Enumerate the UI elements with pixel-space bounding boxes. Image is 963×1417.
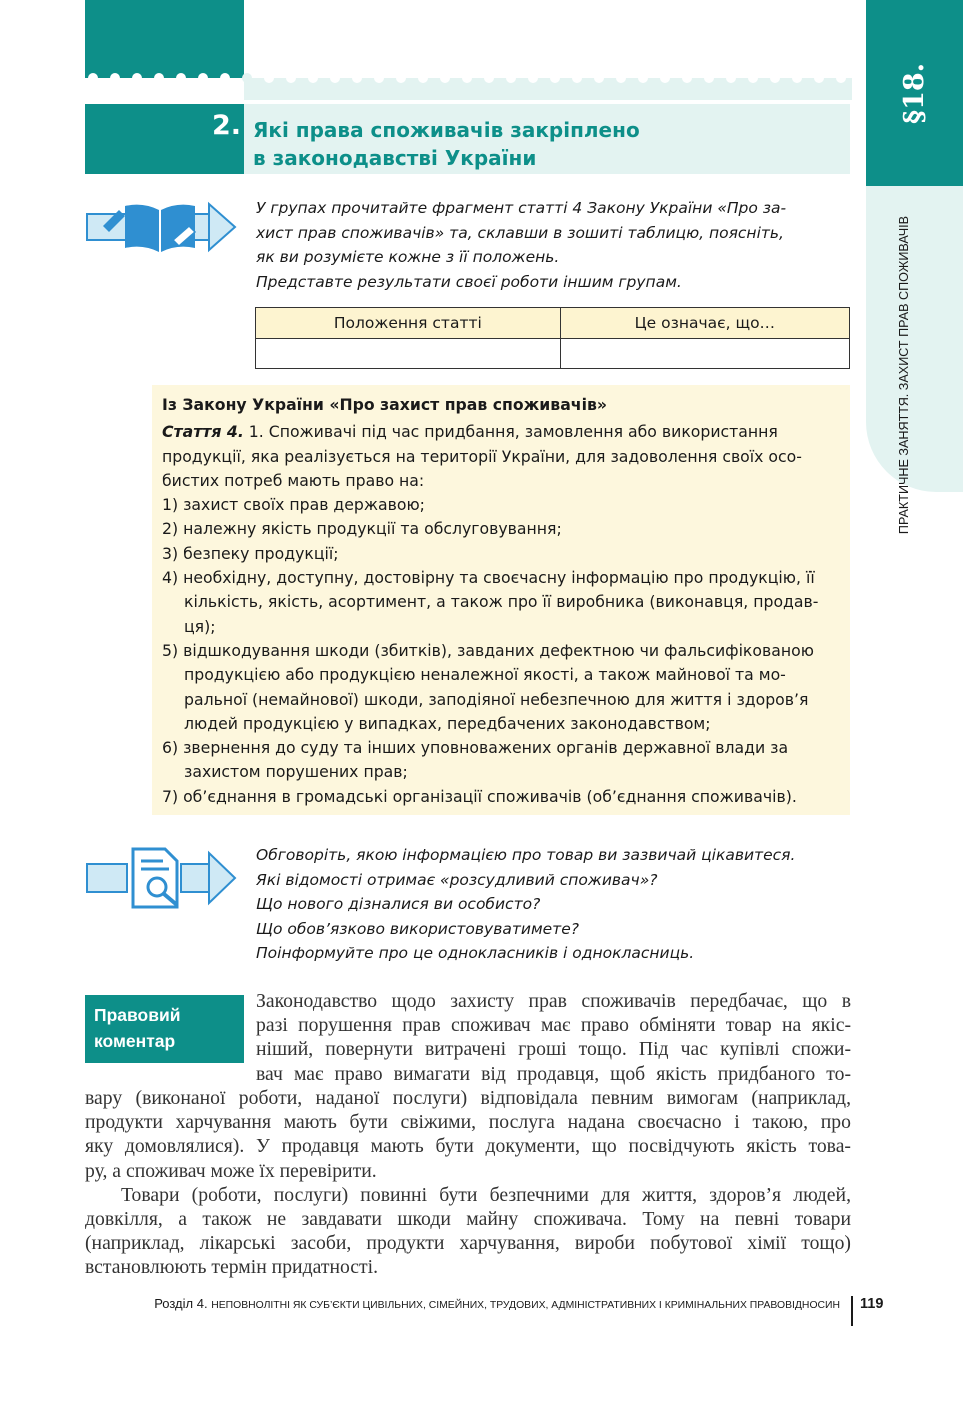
list-item: 5) відшкодування шкоди (збитків), завданих дефектною чи фальсифікованою — [162, 640, 814, 660]
table-header-cell: Це означає, що… — [560, 308, 849, 339]
list-item: 2) належну якість продукції та обслуговування; — [162, 519, 562, 539]
footer-divider — [851, 1296, 853, 1326]
table-row — [256, 338, 850, 369]
page-number: 119 — [860, 1296, 884, 1312]
list-item: 7) об’єднання в громадські організації споживачів (об’єднання споживачів). — [162, 786, 797, 806]
list-item: 6) звернення до суду та інших уповноважених органів державної влади за — [162, 738, 789, 758]
section-title: Які права споживачів закріплено в законодавстві України — [253, 118, 640, 170]
table-header-row — [256, 308, 850, 339]
law-title: Із Закону України «Про захист прав споживачів» — [162, 395, 608, 414]
table-cell — [256, 338, 561, 369]
task2-text: Обговоріть, якою інформацією про товар ви зазвичай цікавитеся. Які відомості отримає «розсудливий споживач»? Що нового дізналися ви особисто? Що обов’язково використовуватимете? Поінформуйте про це однокласників і однокласниць. — [256, 846, 796, 962]
legal-comment-label: Правовий коментар — [94, 1005, 181, 1051]
legal-comment-text: вару (виконаної роботи, наданої послуги) відповідала певним вимогам (наприклад, продукти харчування мають бути свіжими, послуга надана своєчасно і такою, про яку домовлялися). У продавця мають бути документи, що посвідчують якість това- ру, а споживач може їх перевірити. Товари (роботи, послуги) повинні бути безпечними для життя, здоров’я людей, довкілля, а також не завдавати шкоди майну споживача. Тому на певні товари (наприклад, лікарські засоби, продукти харчування, вироби побутової хімії тощо) встановлюють термін придатності. — [85, 1087, 851, 1279]
table-header-cell: Положення статті — [256, 308, 561, 339]
document-search-arrow-icon — [85, 845, 237, 911]
book-hands-arrow-icon — [85, 196, 237, 258]
list-item: 3) безпеку продукції; — [162, 543, 339, 563]
section-number: 2. — [211, 110, 241, 141]
law-intro: Стаття 4. 1. Споживачі під час придбання, замовлення або використання — [162, 422, 778, 442]
law-excerpt: Із Закону України «Про захист прав споживачів» Стаття 4. 1. Споживачі під час придбання, замовлення або використання продукції, яка реалізується на території України, для задоволення своїх осо- бистих потреб мають право на: 1) захист своїх прав державою; 2) належну якість продукції та обслуговування; 3) безпеку продукції; 4) необхідну, доступну, достовірну та своєчасну інформацію про продукцію, її кількість, якість, асортимент, а також про її виробника (виконавця, продав- ця); 5) відшкодування шкоди (збитків), завданих дефектною чи фальсифікованою продукцією або продукцією неналежної якості, а також майнової та мо- ральної (немайнової) шкоди, заподіяної небезпечною для життя і здоров’я людей продукцією у випадках, передбачених законодавством; 6) звернення до суду та інших уповноважених органів державної влади за захистом порушених прав; 7) об’єднання в громадські організації споживачів (об’єднання споживачів). — [162, 393, 842, 809]
side-vertical-title: ПРАКТИЧНЕ ЗАНЯТТЯ. ЗАХИСТ ПРАВ СПОЖИВАЧІВ — [897, 215, 911, 535]
task1-text: У групах прочитайте фрагмент статті 4 Закону України «Про за- хист прав споживачів» та, склавши в зошиті таблицю, поясніть, як ви розумієте кожне з її положень. Представте результати своєї роботи іншим групам. — [256, 199, 787, 291]
task-table — [255, 307, 850, 369]
top-dots — [0, 0, 963, 90]
legal-comment-text-wrapped: Законодавство щодо захисту прав споживачів передбачає, що в разі порушення прав споживач має право обміняти товар на якіс- ніший, повернути витрачені гроші тощо. Під час купівлі спожи- вач має право вимагати від продавця, щоб якість придбаного то- — [256, 990, 851, 1085]
list-item: 1) захист своїх прав державою; — [162, 495, 425, 515]
paragraph-number: §18. — [899, 62, 930, 124]
footer-caption: Розділ 4. НЕПОВНОЛІТНІ ЯК СУБ’ЄКТИ ЦИВІЛЬНИХ, СІМЕЙНИХ, ТРУДОВИХ, АДМІНІСТРАТИВНИХ І КРИМІНАЛЬНИХ ПРАВОВІДНОСИН — [154, 1296, 840, 1311]
table-cell — [560, 338, 849, 369]
list-item: 4) необхідну, доступну, достовірну та своєчасну інформацію про продукцію, її — [162, 568, 815, 588]
